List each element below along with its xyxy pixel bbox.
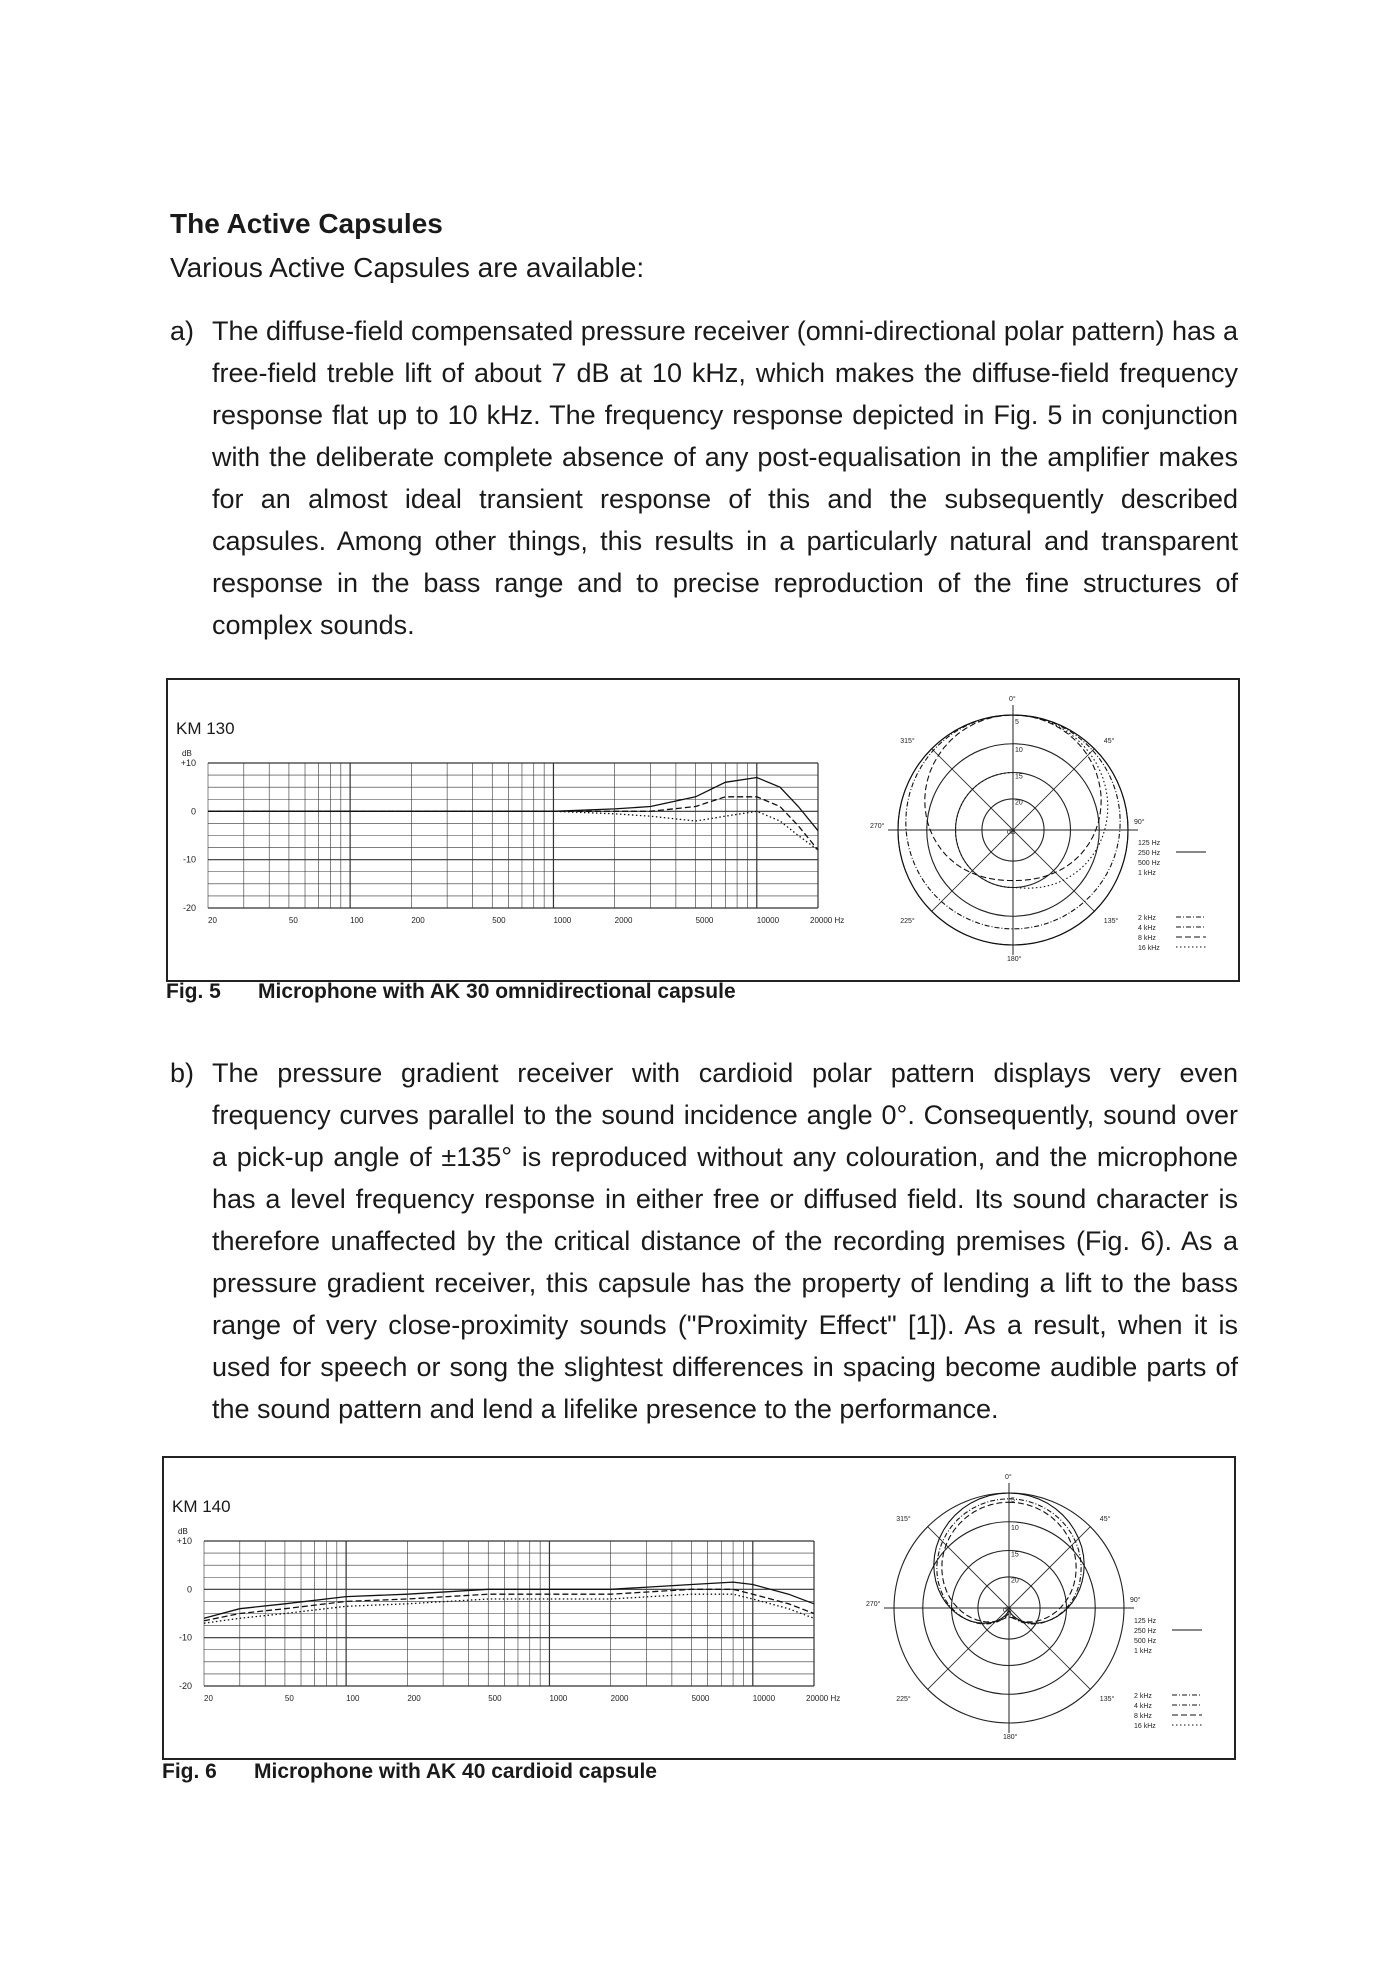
list-item (170, 310, 1238, 646)
figure-model-label: KM 140 (172, 1497, 231, 1516)
polar-pattern-chart (864, 1458, 1234, 1758)
x-tick-label: 20000 Hz (810, 916, 845, 925)
caption-number: Fig. 6 (162, 1760, 217, 1783)
series-line-180deg (208, 811, 818, 850)
legend-label: 4 kHz (1134, 1703, 1152, 1710)
y-tick-label: +10 (176, 1536, 192, 1546)
item-marker: a) (170, 316, 195, 346)
legend-label: 8 kHz (1138, 935, 1156, 942)
frequency-response-chart (168, 680, 868, 980)
x-tick-label: 50 (284, 1694, 294, 1703)
legend-label: 125 Hz (1138, 840, 1161, 847)
x-tick-label: 500 (492, 916, 506, 925)
series-line-180deg (204, 1594, 814, 1623)
ring-label: 20 (1011, 1577, 1019, 1585)
legend-label: 250 Hz (1134, 1628, 1157, 1635)
x-tick-label: 2000 (614, 916, 633, 925)
legend-label: 500 Hz (1138, 860, 1161, 867)
legend-label: 16 kHz (1138, 945, 1160, 952)
angle-label: 180° (1003, 1734, 1018, 1741)
angle-label: 180° (1007, 956, 1022, 963)
x-tick-label: 2000 (610, 1694, 629, 1703)
figure-caption (166, 980, 736, 1004)
ring-label: 10 (1011, 1524, 1019, 1532)
angle-label: 135° (1099, 1695, 1115, 1703)
legend-label: 1 kHz (1138, 870, 1156, 877)
polar-pattern-chart (868, 680, 1238, 980)
y-tick-label: -10 (182, 854, 196, 865)
angle-label: 90° (1134, 819, 1145, 826)
ring-label: dB (1003, 1607, 1012, 1614)
series-line-0deg (208, 778, 818, 831)
y-tick-label: 0 (186, 1584, 192, 1595)
angle-label: 135° (1103, 917, 1119, 925)
x-tick-label: 200 (411, 916, 425, 925)
ring-label: 5 (1011, 1497, 1015, 1505)
angle-label: 45° (1099, 1516, 1111, 1524)
angle-label: 315° (900, 738, 915, 746)
caption-number: Fig. 5 (166, 980, 221, 1003)
y-tick-label: -20 (178, 1681, 192, 1691)
y-tick-label: -10 (178, 1632, 192, 1643)
angle-label: 270° (866, 1601, 881, 1608)
x-tick-label: 20 (208, 916, 217, 925)
angle-label: 0° (1009, 696, 1016, 703)
ring-label: 15 (1011, 1551, 1019, 1559)
ring-label: 5 (1015, 719, 1019, 727)
figure-caption (162, 1760, 657, 1784)
section-title: The Active Capsules (170, 208, 443, 239)
x-tick-label: 20 (204, 1694, 213, 1703)
x-tick-label: 5000 (691, 1694, 710, 1703)
angle-label: 225° (896, 1695, 911, 1703)
legend-label: 4 kHz (1138, 925, 1156, 932)
x-tick-label: 20000 Hz (806, 1694, 841, 1703)
legend-label: 2 kHz (1134, 1693, 1152, 1700)
ring-label: 10 (1015, 746, 1023, 754)
frequency-response-chart (164, 1458, 864, 1758)
legend-label: 250 Hz (1138, 850, 1161, 857)
y-tick-label: -20 (182, 903, 196, 913)
list-item (170, 1052, 1238, 1430)
figure-6 (162, 1456, 1236, 1760)
x-tick-label: 10000 (756, 916, 780, 925)
db-unit-label: dB (178, 1527, 188, 1536)
angle-label: 45° (1103, 738, 1115, 746)
angle-label: 225° (900, 917, 915, 925)
angle-label: 90° (1130, 1597, 1141, 1604)
ring-label: 15 (1015, 773, 1023, 781)
y-tick-label: +10 (180, 758, 196, 768)
angle-label: 270° (870, 823, 885, 830)
x-tick-label: 50 (288, 916, 298, 925)
x-tick-label: 1000 (549, 1694, 568, 1703)
x-tick-label: 10000 (752, 1694, 776, 1703)
item-marker: b) (170, 1058, 195, 1088)
caption-text: Microphone with AK 30 omnidirectional capsule (258, 980, 736, 1003)
series-line-90deg (204, 1589, 814, 1621)
ring-label: dB (1007, 829, 1016, 836)
item-text: The pressure gradient receiver with cardioid polar pattern displays very even frequency curves parallel to the sound incidence angle 0°. Consequently, sound over a pick-up angle of ±135° is reproduced without any colouration, and the microphone has a level frequency response in either free or diffused field. Its sound character is therefore unaffected by the critical distance of the recording premises (Fig. 6). As a pressure gradient receiver, this capsule has the property of lending a lift to the bass range of very close-proximity sounds ("Proximity Effect" [1]). As a result, when it is used for speech or song the slightest differences in spacing become audible parts of the sound pattern and lend a lifelike presence to the performance. (212, 1058, 1238, 1424)
legend-label: 125 Hz (1134, 1618, 1157, 1625)
x-tick-label: 100 (350, 916, 364, 925)
y-tick-label: 0 (190, 806, 196, 817)
item-text: The diffuse-field compensated pressure receiver (omni-directional polar pattern) has a free-field treble lift of about 7 dB at 10 kHz, which makes the diffuse-field frequency response flat up to 10 kHz. The frequency response depicted in Fig. 5 in conjunction with the deliberate complete absence of any post-equalisation in the amplifier makes for an almost ideal transient response of this and the subsequently described capsules. Among other things, this results in a particularly natural and transparent response in the bass range and to precise reproduction of the fine structures of complex sounds. (212, 316, 1239, 640)
x-tick-label: 200 (407, 1694, 421, 1703)
legend-label: 8 kHz (1134, 1713, 1152, 1720)
figure-5 (166, 678, 1240, 982)
db-unit-label: dB (182, 749, 192, 758)
legend-label: 2 kHz (1138, 915, 1156, 922)
angle-label: 0° (1005, 1474, 1012, 1481)
section-intro: Various Active Capsules are available: (170, 252, 645, 283)
legend-label: 500 Hz (1134, 1638, 1157, 1645)
ring-label: 20 (1015, 799, 1023, 807)
x-tick-label: 1000 (553, 916, 572, 925)
caption-text: Microphone with AK 40 cardioid capsule (254, 1760, 657, 1783)
x-tick-label: 100 (346, 1694, 360, 1703)
angle-label: 315° (896, 1516, 911, 1524)
legend-label: 16 kHz (1134, 1723, 1156, 1730)
figure-model-label: KM 130 (176, 719, 235, 738)
legend-label: 1 kHz (1134, 1648, 1152, 1655)
x-tick-label: 5000 (695, 916, 714, 925)
x-tick-label: 500 (488, 1694, 502, 1703)
